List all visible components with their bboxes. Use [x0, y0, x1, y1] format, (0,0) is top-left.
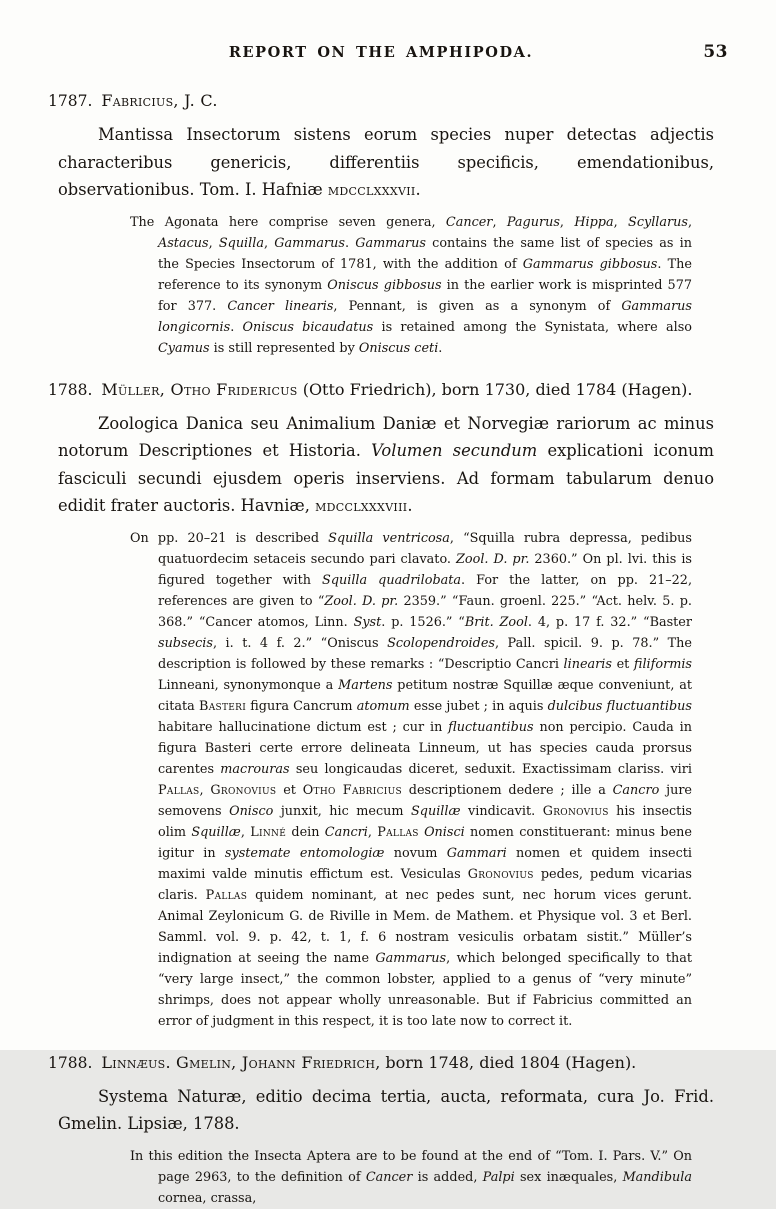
entry-heading: [48, 379, 714, 401]
page-header: [48, 42, 728, 66]
entry-heading: [48, 1052, 714, 1074]
entry-number: 1788.: [48, 1053, 93, 1072]
entry-annotation: The Agonata here comprise seven genera, Cancer, Pagurus, Hippa, Scyllarus, Astacus, Squilla, Gammarus. Gammarus contains the same list of species as in the Species Insectorum of 1781, with the addition of Gammarus gibbosus. The reference to its synonym Oniscus gibbosus in the earlier work is misprinted 577 for 377. Cancer linearis, Pennant, is given as a synonym of Gammarus longicornis. Oniscus bicaudatus is retained among the Synistata, where also Cyamus is still represented by Oniscus ceti.: [130, 214, 693, 356]
entry-citation: Systema Naturæ, editio decima tertia, aucta, reformata, cura Jo. Frid. Gmelin. Lipsiæ, 1788.: [58, 1086, 714, 1133]
entry-number: 1787.: [48, 92, 93, 110]
entry-1788-muller: [48, 379, 714, 1032]
entry-1787-fabricius: [48, 90, 714, 359]
entry-author: Fabricius, J. C.: [101, 91, 218, 110]
entry-citation: Mantissa Insectorum sistens eorum species nuper detectas adjectis characteribus genericis, differentiis specificis, emendationibus, observationibus. Tom. I. Hafniæ mdcclxxxvii.: [58, 125, 714, 199]
entry-heading: [48, 90, 714, 112]
entry-number: 1788.: [48, 380, 93, 399]
entry-annotation: On pp. 20–21 is described Squilla ventricosa, “Squilla rubra depressa, pedibus quatuordecim setaceis secundo pari clavato. Zool. D. pr. 2360.” On pl. lvi. this is figured together with Squilla quadrilobata. For the latter, on pp. 21–22, references are given to “Zool. D. pr. 2359.” “Faun. groenl. 225.” “Act. helv. 5. p. 368.” “Cancer atomos, Linn. Syst. p. 1526.” “Brit. Zool. 4, p. 17 f. 32.” “Baster subsecis, i. t. 4 f. 2.” “Oniscus Scolopendroides, Pall. spicil. 9. p. 78.” The description is followed by these remarks : “Descriptio Cancri linearis et filiformis Linneani, synonymonque a Martens petitum nostræ Squillæ æque conveniunt, at citata Basteri figura Cancrum atomum esse jubet ; in aquis dulcibus fluctuantibus habitare hallucinatione dictum est ; cur in fluctuantibus non percipio. Cauda in figura Basteri certe errore delineata Linneum, ut has species cauda prorsus carentes macrouras seu longicaudas diceret, seduxit. Exactissimam clariss. viri Pallas, Gronovius et Otho Fabricius descriptionem dedere ; ille a Cancro jure semovens Onisco junxit, hic mecum Squillæ vindicavit. Gronovius his insectis olim Squillæ, Linné dein Cancri, Pallas Onisci nomen constituerant: minus bene igitur in systemate entomologiæ novum Gammari nomen et quidem insecti maximi valde minutis effictum est. Vesiculas Gronovius pedes, pedum vicarias claris. Pallas quidem nominant, at nec pedes sunt, nec horum vices gerunt. Animal Zeylonicum G. de Riville in Mem. de Mathem. et Physique vol. 3 et Berl. Samml. vol. 9. p. 42, t. 1, f. 6 nostram vesiculis orbatam sistit.” Müller’s indignation at seeing the name Gammarus, which belonged specifically to that “very large insect,” the common lobster, applied to a genus of “very minute” shrimps, does not appear wholly unreasonable. But if Fabricius committed an error of judgment in this respect, it is too late now to correct it.: [130, 530, 693, 1029]
entry-author: Müller, Otho Fridericus (Otto Friedrich), born 1730, died 1784 (Hagen).: [101, 379, 693, 399]
entry-author: Linnæus. Gmelin, Johann Friedrich, born 1748, died 1804 (Hagen).: [101, 1052, 637, 1072]
entry-citation: Zoologica Danica seu Animalium Daniæ et Norvegiæ rariorum ac minus notorum Descriptiones et Historia. Volumen secundum explicationi iconum fasciculi secundi ejusdem operis inserviens. Ad formam tabularum denuo edidit frater auctoris. Havniæ, mdcclxxxviii.: [58, 413, 714, 515]
running-title: REPORT ON THE AMPHIPODA.: [228, 44, 534, 61]
page-number: 53: [703, 42, 728, 62]
entry-1788-linnaeus-gmelin: [48, 1052, 714, 1209]
entry-annotation: In this edition the Insecta Aptera are to be found at the end of “Tom. I. Pars. V.” On page 2963, to the definition of Cancer is added, Palpi sex inæquales, Mandibula cornea, crassa,: [130, 1148, 692, 1206]
